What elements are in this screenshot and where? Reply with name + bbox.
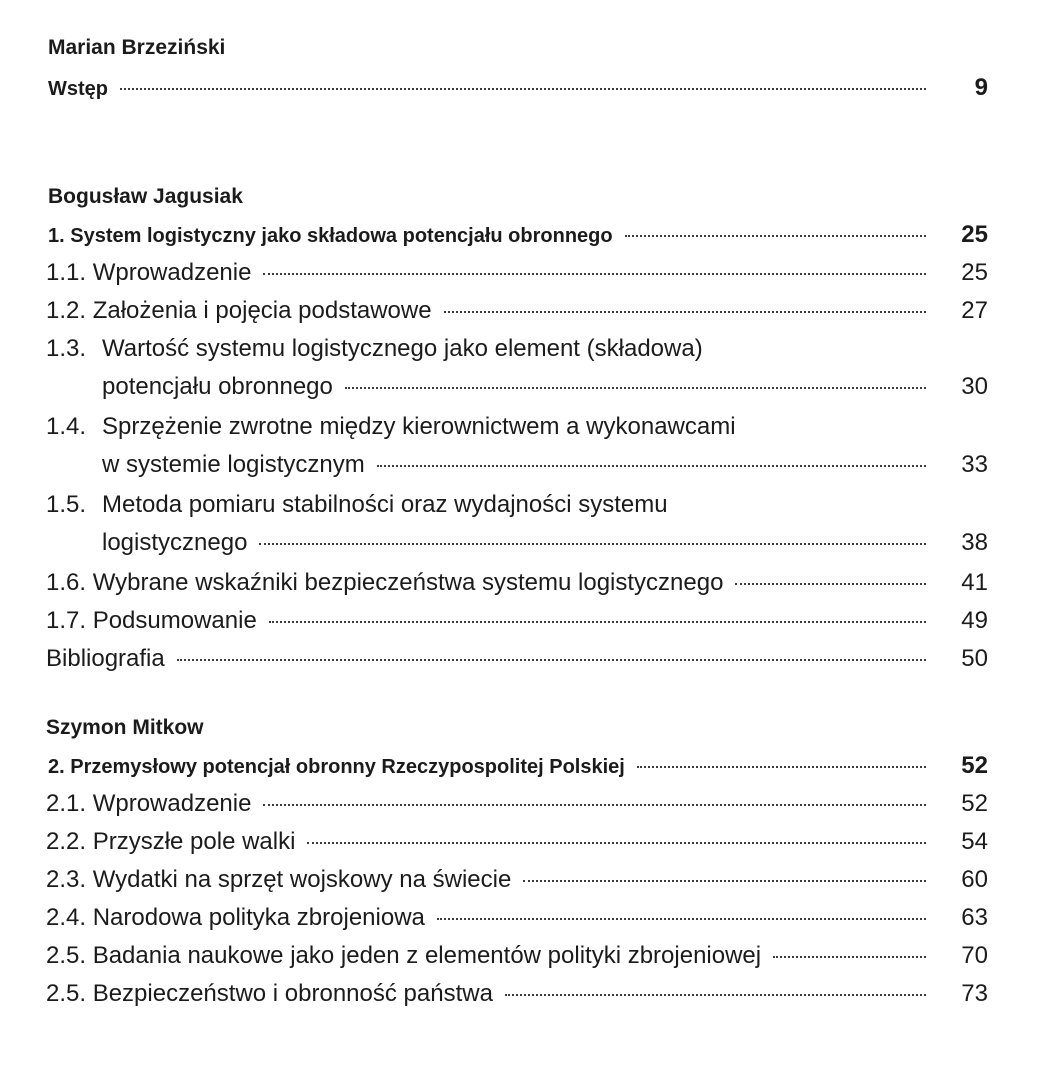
toc-row	[46, 980, 988, 1018]
entry-number: 2.3.	[46, 866, 87, 893]
toc-entry[interactable]	[46, 335, 988, 411]
entry-number: 1.6.	[46, 569, 87, 596]
toc-entry[interactable]	[46, 74, 988, 112]
entry-title: Badania naukowe jako jeden z elementów polityki zbrojeniowej	[92, 942, 762, 969]
toc-entry[interactable]	[46, 645, 988, 683]
toc-row	[46, 413, 988, 451]
entry-number: 1.4.	[46, 413, 87, 440]
toc-row	[46, 645, 988, 683]
dot-leader	[437, 918, 926, 920]
entry-number: 1.	[48, 225, 65, 247]
toc-row	[46, 297, 988, 335]
toc-row-continuation	[46, 529, 988, 567]
page-number: 27	[961, 297, 988, 324]
toc-row	[46, 569, 988, 607]
dot-leader	[637, 766, 926, 768]
dot-leader	[773, 956, 926, 958]
dot-leader	[444, 311, 926, 313]
entry-title-continued: potencjału obronnego	[102, 373, 333, 400]
toc-row	[46, 866, 988, 904]
toc-entry[interactable]	[46, 607, 988, 645]
entry-title: Metoda pomiaru stabilności oraz wydajności systemu	[102, 491, 668, 518]
page-number: 30	[961, 373, 988, 400]
dot-leader	[269, 621, 926, 623]
entry-title: Sprzężenie zwrotne między kierownictwem a wykonawcami	[102, 413, 736, 440]
entry-title: Założenia i pojęcia podstawowe	[92, 297, 432, 324]
entry-number: 2.5.	[46, 980, 87, 1007]
toc-row	[46, 74, 988, 112]
entry-number: 1.2.	[46, 297, 87, 324]
page-number: 60	[961, 866, 988, 893]
entry-title: Przyszłe pole walki	[92, 828, 296, 855]
entry-title: Przemysłowy potencjał obronny Rzeczypospolitej Polskiej	[70, 756, 625, 778]
entry-title: System logistyczny jako składowa potencjału obronnego	[70, 225, 613, 247]
page-number: 52	[961, 790, 988, 817]
toc-entry[interactable]	[46, 980, 988, 1018]
toc-row	[46, 335, 988, 373]
page-number: 41	[961, 569, 988, 596]
toc-entry[interactable]	[46, 828, 988, 866]
toc-entry[interactable]	[46, 259, 988, 297]
page-number: 52	[961, 752, 988, 779]
entry-title: Wydatki na sprzęt wojskowy na świecie	[92, 866, 512, 893]
toc-row	[46, 942, 988, 980]
entry-number: 1.7.	[46, 607, 87, 634]
toc-row	[46, 491, 988, 529]
page-number: 9	[974, 74, 988, 101]
author-name: Bogusław Jagusiak	[48, 185, 243, 208]
page-number: 38	[961, 529, 988, 556]
dot-leader	[259, 543, 926, 545]
dot-leader	[263, 804, 926, 806]
toc-entry[interactable]	[46, 752, 988, 790]
author-name: Marian Brzeziński	[48, 36, 226, 59]
toc-entry[interactable]	[46, 942, 988, 980]
entry-number: 2.5.	[46, 942, 87, 969]
entry-number: 1.3.	[46, 335, 87, 362]
entry-number: 2.	[48, 756, 65, 778]
page-number: 63	[961, 904, 988, 931]
toc-entry[interactable]	[46, 297, 988, 335]
entry-number: 1.5.	[46, 491, 87, 518]
page-number: 49	[961, 607, 988, 634]
toc-entry[interactable]	[46, 221, 988, 259]
page-number: 54	[961, 828, 988, 855]
page-number: 50	[961, 645, 988, 672]
toc-entry[interactable]	[46, 569, 988, 607]
entry-number: 2.2.	[46, 828, 87, 855]
entry-title: Bezpieczeństwo i obronność państwa	[92, 980, 493, 1007]
toc-row	[46, 607, 988, 645]
toc-row	[46, 259, 988, 297]
author-name: Szymon Mitkow	[46, 716, 204, 739]
page-number: 25	[961, 221, 988, 248]
entry-number: 1.1.	[46, 259, 87, 286]
toc-entry[interactable]	[46, 904, 988, 942]
toc-row	[46, 904, 988, 942]
toc-row	[46, 752, 988, 790]
toc-row	[46, 221, 988, 259]
toc-entry[interactable]	[46, 790, 988, 828]
dot-leader	[523, 880, 926, 882]
page-number: 33	[961, 451, 988, 478]
dot-leader	[377, 465, 926, 467]
entry-title: Wstęp	[48, 78, 108, 100]
toc-row	[46, 828, 988, 866]
dot-leader	[345, 387, 926, 389]
entry-title: Wprowadzenie	[92, 259, 252, 286]
entry-title-continued: w systemie logistycznym	[102, 451, 365, 478]
entry-title: Podsumowanie	[92, 607, 257, 634]
entry-title-continued: logistycznego	[102, 529, 248, 556]
dot-leader	[307, 842, 926, 844]
page-number: 73	[961, 980, 988, 1007]
entry-number: 2.4.	[46, 904, 87, 931]
toc-entry[interactable]	[46, 413, 988, 489]
page-number: 25	[961, 259, 988, 286]
toc-row-continuation	[46, 373, 988, 411]
entry-title: Wprowadzenie	[92, 790, 252, 817]
toc-entry[interactable]	[46, 491, 988, 567]
entry-title: Wybrane wskaźniki bezpieczeństwa systemu logistycznego	[92, 569, 724, 596]
page-number: 70	[961, 942, 988, 969]
entry-title: Wartość systemu logistycznego jako element (składowa)	[102, 335, 703, 362]
dot-leader	[625, 235, 926, 237]
toc-row	[46, 790, 988, 828]
entry-title: Narodowa polityka zbrojeniowa	[92, 904, 425, 931]
dot-leader	[177, 659, 926, 661]
toc-row-continuation	[46, 451, 988, 489]
entry-number: 2.1.	[46, 790, 87, 817]
entry-title: Bibliografia	[46, 645, 165, 672]
dot-leader	[263, 273, 926, 275]
toc-entry[interactable]	[46, 866, 988, 904]
dot-leader	[735, 583, 926, 585]
dot-leader	[120, 88, 926, 90]
dot-leader	[505, 994, 926, 996]
